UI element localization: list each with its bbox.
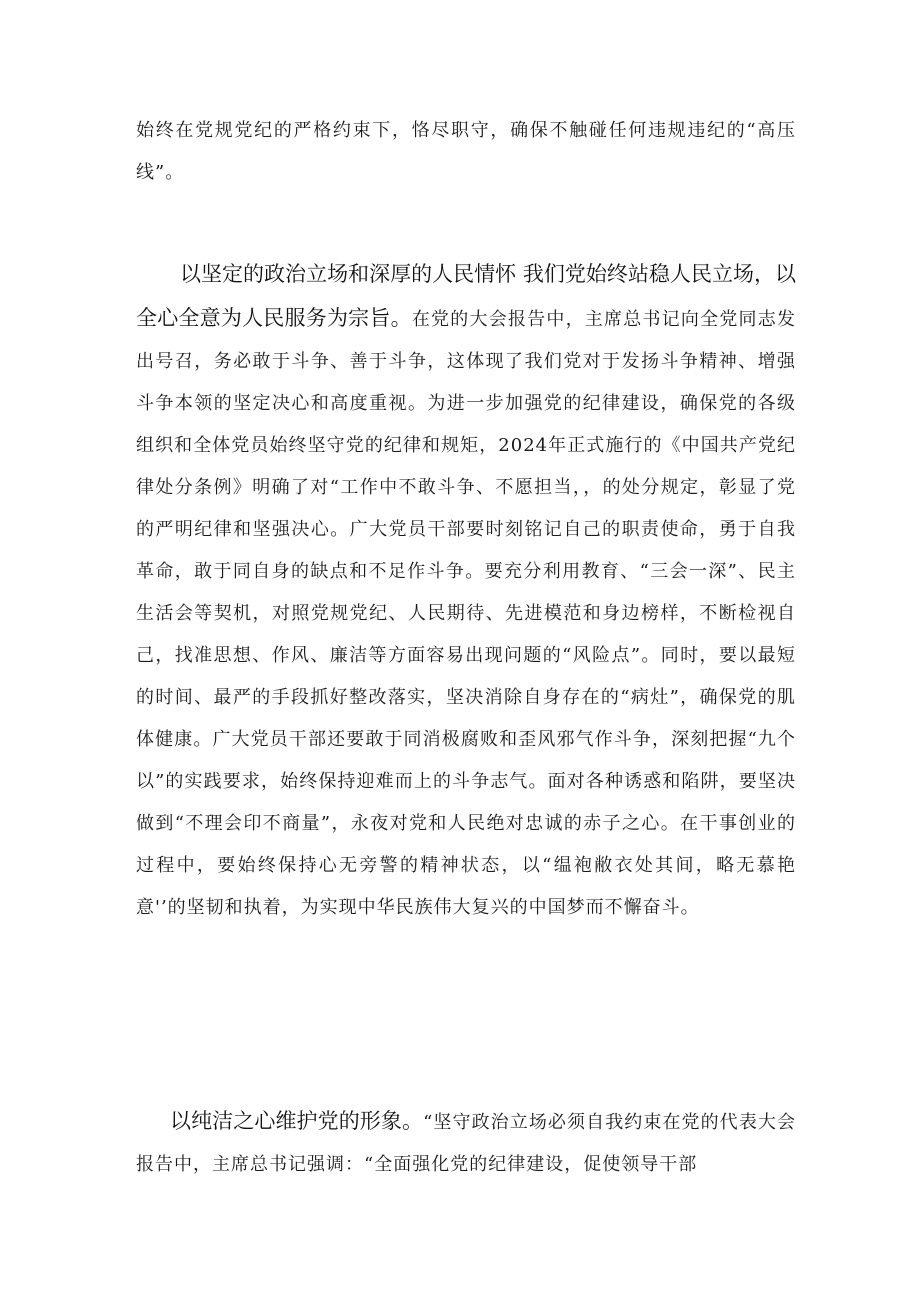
paragraph-text: 始终在党规党纪的严格约束下，恪尽职守，确保不触碰任何违规违纪的“高压线”。 [136,120,796,183]
paragraph-text: “坚守政治立场必须自我约束在党的代表大会报告中，主席总书记强调：“全面强化党的纪律建设，促使领导干部 [136,1112,797,1175]
paragraph-political-stance [136,253,796,929]
paragraph-continuation [136,110,796,194]
paragraph-text: 在党的大会报告中，主席总书记向全党同志发出号召，务必敢于斗争、善于斗争，这体现了我们党对于发扬斗争精神、增强斗争本领的坚定决心和高度重视。为进一步加强党的纪律建设，确保党的各级组织和全体党员始终坚守党的纪律和规矩，2024年正式施行的《中国共产党纪律处分条例》明确了对“工作中不敢斗争、不愿担当，，的处分规定，彰显了党的严明纪律和坚强决心。广大党员干部要时刻铭记自己的职责使命，勇于自我革命，敢于同自身的缺点和不足作斗争。要充分利用教育、“三会一深”、民主生活会等契机，对照党规党纪、人民期待、先进模范和身边榜样，不断检视自己，找准思想、作风、廉洁等方面容易出现问题的“风险点”。同时，要以最短的时间、最严的手段抓好整改落实，坚决消除自身存在的“病灶”，确保党的肌体健康。广大党员干部还要敢于同消极腐败和歪风邪气作斗争，深刻把握“九个以”的实践要求，始终保持迎难而上的斗争志气。面对各种诱惑和陷阱，要坚决做到“不理会印不商量”，永夜对党和人民绝对忠诚的赤子之心。在干事创业的过程中，要始终保持心无旁警的精神状态，以“缊袍敝衣处其间，略无慕艳意'’的坚韧和执着，为实现中华民族伟大复兴的中国梦而不懈奋斗。 [136,309,796,918]
paragraph-lead-heading: 以纯洁之心维护党的形象。 [170,1109,424,1133]
paragraph-lead-heading: 以坚定的政治立场和深厚的人民情怀 我们党始终站稳人民立场，以全心全意为人民服务为宗旨。 [136,262,796,330]
paragraph-pure-heart [136,1100,796,1186]
